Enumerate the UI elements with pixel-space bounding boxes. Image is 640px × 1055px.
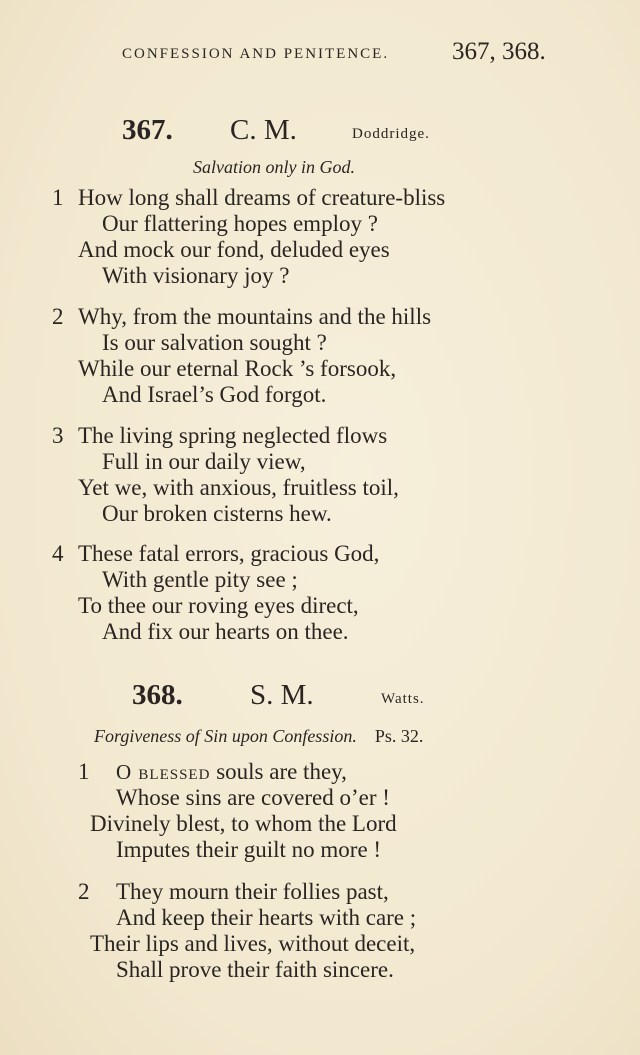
verse-line: Our flattering hopes employ ?	[102, 211, 378, 236]
hymn-368-heading	[0, 679, 640, 719]
verse-line: With visionary joy ?	[102, 263, 290, 288]
verse-line: Is our salvation sought ?	[102, 330, 327, 355]
hymn-number: 367.	[122, 114, 173, 146]
hymn-number: 368.	[132, 679, 183, 711]
verse-line: And Israel’s God forgot.	[102, 382, 327, 407]
verse-line: Shall prove their faith sincere.	[116, 957, 394, 982]
stanza-number: 1	[52, 185, 64, 210]
hymn-368-subtitle	[94, 726, 423, 747]
running-head-title: CONFESSION AND PENITENCE.	[122, 46, 390, 62]
verse-line: With gentle pity see ;	[102, 567, 298, 592]
stanza-number: 2	[52, 304, 64, 329]
verse-line: Full in our daily view,	[102, 449, 306, 474]
hymn-author: Doddridge.	[352, 126, 430, 142]
verse-line: Divinely blest, to whom the Lord	[90, 811, 397, 836]
hymn-367-subtitle: Salvation only in God.	[193, 157, 355, 177]
verse-line: To thee our roving eyes direct,	[78, 593, 359, 618]
verse-line: Whose sins are covered o’er !	[116, 785, 390, 810]
opening-small-caps: O blessed	[116, 760, 211, 784]
stanza-number: 1	[78, 759, 90, 784]
hymn-author: Watts.	[381, 691, 425, 707]
verse-line: Imputes their guilt no more !	[116, 837, 382, 862]
verse-line	[116, 759, 347, 785]
stanza-number: 2	[78, 879, 90, 904]
verse-line: How long shall dreams of creature-bliss	[78, 185, 446, 210]
verse-line: While our eternal Rock ’s forsook,	[78, 356, 397, 381]
verse-line: Their lips and lives, without deceit,	[90, 931, 416, 956]
verse-line: The living spring neglected flows	[78, 423, 388, 448]
subtitle-text: Forgiveness of Sin upon Confession.	[94, 726, 357, 746]
verse-line: And mock our fond, deluded eyes	[78, 237, 390, 262]
verse-line: And keep their hearts with care ;	[116, 905, 417, 930]
verse-line: They mourn their follies past,	[116, 879, 389, 904]
verse-line: Our broken cisterns hew.	[102, 501, 332, 526]
running-head-page-numbers: 367, 368.	[452, 38, 546, 65]
verse-line-rest: souls are they,	[210, 759, 347, 784]
psalm-reference: Ps. 32.	[374, 726, 424, 746]
running-head	[0, 40, 640, 70]
verse-line: And fix our hearts on thee.	[102, 619, 349, 644]
hymn-meter: C. M.	[230, 114, 297, 146]
verse-line: Yet we, with anxious, fruitless toil,	[78, 475, 399, 500]
stanza-number: 3	[52, 423, 64, 448]
hymn-367-heading	[0, 114, 640, 154]
hymn-meter: S. M.	[250, 679, 314, 711]
verse-line: These fatal errors, gracious God,	[78, 541, 380, 566]
verse-line: Why, from the mountains and the hills	[78, 304, 432, 329]
stanza-number: 4	[52, 541, 64, 566]
